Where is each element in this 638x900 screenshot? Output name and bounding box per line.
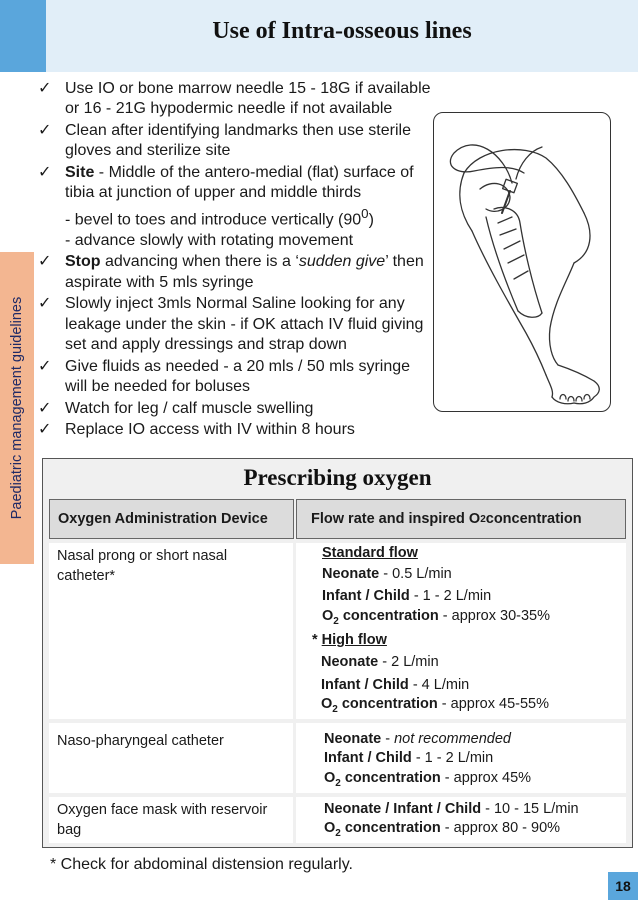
device-name: Nasal prong or short nasal catheter* — [57, 548, 228, 584]
footnote: * Check for abdominal distension regularly. — [50, 856, 353, 873]
list-item — [38, 357, 433, 398]
device-name: Naso-pharyngeal catheter — [57, 733, 224, 749]
flow-value: - 0.5 L/min — [379, 566, 452, 582]
step-text: ’ then aspirate with 5 mls syringe — [65, 253, 424, 291]
check-icon: ✓ — [38, 295, 52, 313]
table-row-device — [49, 723, 293, 793]
subscript: 2 — [333, 615, 339, 627]
flow-value: - 2 L/min — [378, 654, 439, 670]
list-item — [38, 163, 433, 251]
io-steps-list — [38, 79, 433, 442]
side-tab-label: Paediatric management guidelines — [9, 296, 25, 520]
flow-label: Neonate — [324, 731, 382, 747]
flow-value: - 1 - 2 L/min — [409, 588, 492, 604]
step-text: Replace IO access with IV within 8 hours — [65, 421, 355, 439]
header-label: concentration — [485, 511, 582, 527]
step-text: Clean after identifying landmarks then use sterile gloves and sterilize site — [65, 122, 411, 160]
check-icon: ✓ — [38, 80, 52, 97]
flow-label: O — [324, 770, 336, 786]
flow-value: - 10 - 15 L/min — [481, 801, 579, 817]
flow-label: concentration — [338, 608, 439, 624]
high-flow-heading: High flow — [321, 632, 387, 648]
flow-value: - approx 45-55% — [437, 696, 549, 712]
subscript: 2 — [335, 827, 341, 839]
flow-label: Neonate / Infant / Child — [324, 801, 482, 817]
step-text: - Middle of the antero-medial (flat) surface of tibia at junction of upper and middle thirds — [65, 164, 414, 202]
table-header-flow — [296, 499, 626, 539]
list-item — [38, 252, 433, 293]
step-text: advancing when there is a ‘ — [100, 253, 299, 271]
subscript: 2 — [335, 777, 341, 789]
check-icon: ✓ — [38, 122, 52, 139]
table-header-device — [49, 499, 294, 539]
list-item — [38, 79, 433, 120]
flow-label: Neonate — [321, 654, 379, 670]
check-icon: ✓ — [38, 399, 52, 417]
flow-value: - 1 - 2 L/min — [411, 750, 494, 766]
step-text: Slowly inject 3mls Normal Saline looking for any leakage under the skin - if OK attach IV fluid giving set and apply dressings and strap down — [65, 295, 424, 353]
header-label: Flow rate and inspired O — [311, 511, 481, 527]
footnote-marker: * — [312, 632, 322, 648]
standard-flow-heading: Standard flow — [322, 545, 418, 561]
table-row-flow — [296, 543, 626, 719]
page-number: 18 — [608, 872, 638, 900]
check-icon: ✓ — [38, 357, 52, 375]
table-row-device — [49, 543, 293, 719]
step-subline: - bevel to toes and introduce vertically (90 — [65, 211, 362, 229]
check-icon: ✓ — [38, 421, 52, 439]
table-row-device — [49, 797, 293, 843]
header-label: Oxygen Administration Device — [58, 511, 268, 527]
list-item — [38, 399, 433, 419]
subscript: 2 — [332, 703, 338, 715]
page-title: Use of Intra-osseous lines — [212, 18, 472, 44]
table-row-flow — [296, 723, 626, 793]
table-row-flow — [296, 797, 626, 843]
flow-value: - approx 30-35% — [438, 608, 550, 624]
step-keyword: Site — [65, 164, 95, 181]
flow-label: Infant / Child — [322, 588, 410, 604]
leg-io-needle-illustration — [433, 112, 611, 412]
flow-label: Infant / Child — [321, 677, 409, 693]
flow-label: concentration — [337, 696, 438, 712]
flow-value: not recommended — [394, 731, 511, 747]
flow-label: concentration — [340, 770, 441, 786]
device-name: Oxygen face mask with reservoir bag — [57, 802, 268, 838]
leg-drawing — [434, 113, 610, 411]
flow-label: concentration — [340, 820, 441, 836]
flow-value: - approx 45% — [440, 770, 532, 786]
flow-label: Neonate — [322, 566, 380, 582]
step-subline: - advance slowly with rotating movement — [65, 231, 354, 249]
step-italic: sudden give — [298, 253, 386, 271]
step-subline-end: ) — [368, 211, 374, 229]
flow-value: - approx 80 - 90% — [440, 820, 561, 836]
flow-label: Infant / Child — [324, 750, 412, 766]
flow-label: O — [324, 820, 336, 836]
oxygen-section-title: Prescribing oxygen — [243, 465, 432, 490]
step-text: Use IO or bone marrow needle 15 - 18G if available or 16 - 21G hypodermic needle if not available — [65, 80, 431, 118]
step-keyword: Stop — [65, 253, 101, 271]
step-text: Give fluids as needed - a 20 mls / 50 mls syringe will be needed for boluses — [65, 357, 411, 395]
subscript: 2 — [480, 513, 486, 525]
list-item — [38, 121, 433, 162]
flow-value: - — [381, 731, 395, 747]
list-item — [38, 420, 433, 440]
list-item — [38, 294, 433, 355]
step-text: Watch for leg / calf muscle swelling — [65, 399, 314, 417]
prescribing-oxygen-panel — [42, 458, 633, 848]
flow-label: O — [321, 696, 333, 712]
degree-superscript: 0 — [361, 205, 369, 221]
section-side-tab — [0, 252, 34, 564]
flow-value: - 4 L/min — [408, 677, 470, 693]
check-icon: ✓ — [38, 253, 52, 271]
flow-label: O — [322, 608, 334, 624]
corner-color-block — [0, 0, 46, 72]
check-icon: ✓ — [38, 164, 52, 181]
